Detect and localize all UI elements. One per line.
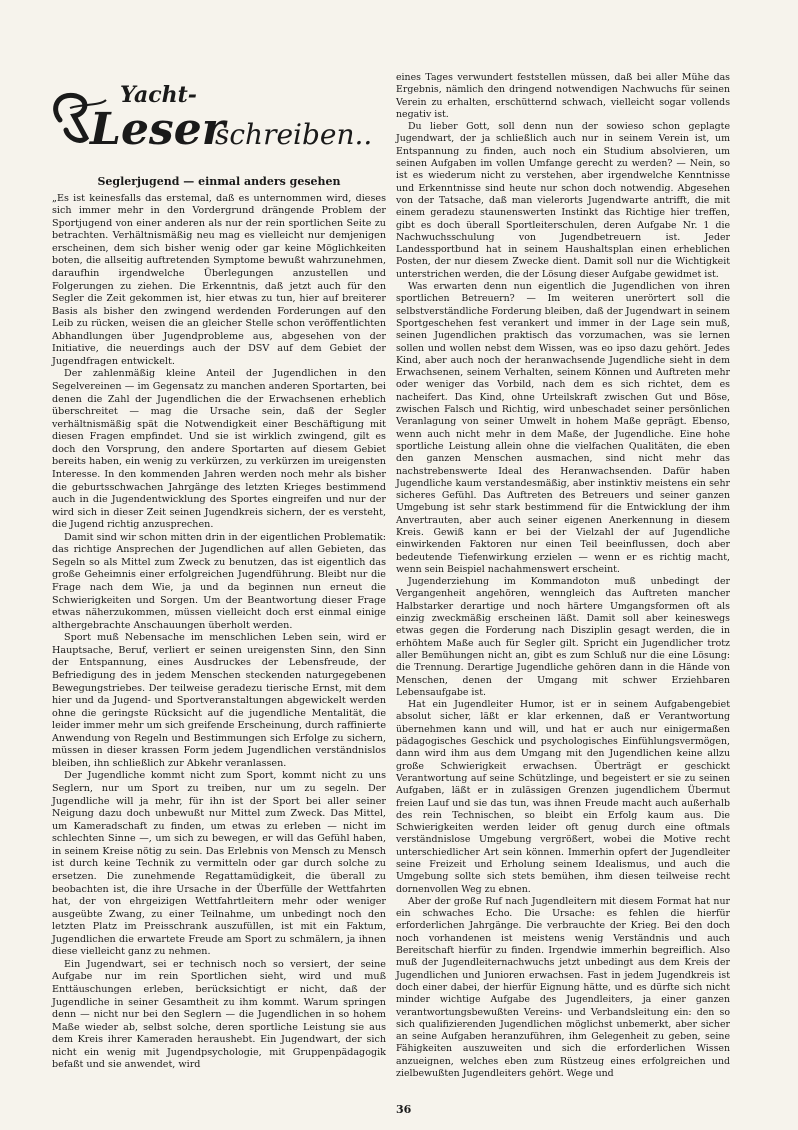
paragraph: Der Jugendliche kommt nicht zum Sport, kommt nicht zu uns Seglern, nur um Sport zu treiben, nur um zu segeln. Der Jugendliche will ja mehr, für ihn ist der Sport bei aller seiner Neigung dazu doch unbewußt nur Mittel zum Zweck. Das Mittel, um Kameradschaft zu finden, um etwas zu erleben — nicht im schlechten Sinne —, um sich zu bewegen, er will das Gefühl haben, in seinem Kreise nötig zu sein. Das Erlebnis von Mensch zu Mensch ist durch keine Technik zu vermitteln oder gar durch solche zu ersetzen. Die zunehmende Regattamüdigkeit, die überall zu beobachten ist, die ihre Ursache in der Überfülle der Wettfahrten hat, der von ehrgeizigen Wettfahrtleitern mehr oder weniger ausgeübte Zwang, zu einer Teilnahme, um unbedingt noch den letzten Platz im Preisschrank auszufüllen, ist mit ein Faktum, Jugendlichen die erwartete Freude am Sport zu schmälern, ja ihnen diese vielleicht ganz zu nehmen. [52, 770, 386, 958]
left-column [52, 176, 386, 1072]
paragraph: Aber der große Ruf nach Jugendleitern mit diesem Format hat nur ein schwaches Echo. Die Ursache: es fehlen die hierfür erforderlichen Jahrgänge. Die verbrauchte der Krieg. Bei den doch noch vorhandenen ist meistens wenig Verständnis und auch Bereitschaft hierfür zu finden. Irgendwie immerhin begreiflich. Also muß der Jugendleiternachwuchs jetzt unbedingt aus dem Kreis der Jugendlichen und Junioren erwachsen. Fast in jedem Jugendkreis ist doch einer dabei, der hierfür Eignung hätte, und es dürfte sich nicht minder wichtige Aufgabe des Jugendleiters, ja einer ganzen verantwortungsbewußten Vereins- und Verbandsleitung ein: den so sich qualifizierenden Jugendlichen möglichst unbemerkt, aber sicher an seine Aufgaben heranzuführen, ihm Gelegenheit zu geben, seine Fähigkeiten auszuweiten und sich die erforderlichen Wissen anzueignen, welches eben zum Rüstzeug eines erfolgreichen und zielbewußten Jugendleiters gehört. Wege und [396, 895, 730, 1080]
paragraph: Hat ein Jugendleiter Humor, ist er in seinem Aufgabengebiet absolut sicher, läßt er klar erkennen, daß er Verantwortung übernehmen kann und will, und hat er auch nur einigermaßen pädagogisches Geschick und psychologisches Einfühlungsvermögen, dann wird ihm aus dem Umgang mit den Jugendlichen keine allzu große Schwierigkeit erwachsen. Überträgt er geschickt Verantwortung auf seine Schützlinge, und begeistert er sie zu seinen Aufgaben, läßt er in zulässigen Grenzen jugendlichem Übermut freien Lauf und sie das tun, was ihnen Freude macht auch außerhalb des rein Technischen, so bleibt ein Erfolg kaum aus. Die Schwierigkeiten werden leider oft genug durch eine oftmals verständnislose Umgebung vergrößert, wobei die Motive recht unterschiedlicher Art sein können. Immerhin opfert der Jugendleiter seine Freizeit und Erholung seinem Idealismus, und auch die Umgebung sollte sich stets bemühen, ihm diesen teilweise recht dornenvollen Weg zu ebnen. [396, 699, 730, 895]
paragraph: Was erwarten denn nun eigentlich die Jugendlichen von ihren sportlichen Betreuern? — Im weiteren unerörtert soll die selbstverständliche Forderung bleiben, daß der Jugendwart in seinem Sportgeschehen fest verankert und immer in der Lage sein muß, seinen Jugendlichen praktisch das vorzumachen, was sie lernen sollen und wollen nebst dem Wissen, was eo ipso dazu gehört. Jedes Kind, aber auch noch der heranwachsende Jugendliche sieht in dem Erwachsenen, seinem Verhalten, seinem Können und Auftreten mehr oder weniger das Vorbild, nach dem es sich richtet, dem es nacheifert. Das Kind, ohne Urteilskraft zwischen Gut und Böse, zwischen Falsch und Richtig, wird unbeschadet seiner persönlichen Veranlagung von seiner Umwelt in hohem Maße geprägt. Ebenso, wenn auch nicht mehr in dem Maße, der Jugendliche. Eine hohe sportliche Leistung allein ohne die vielfachen Qualitäten, die eben den ganzen Menschen ausmachen, sind nicht mehr das nachstrebenswerte Ideal des Heranwachsenden. Dafür haben Jugendliche kaum verstandesmäßig, aber instinktiv meistens ein sehr sicheres Gefühl. Das Auftreten des Betreuers und seiner ganzen Umgebung ist sehr stark bestimmend für die Entwicklung der ihm Anvertrauten, aber auch seiner eigenen Anerkennung in diesem Kreis. Gewiß kann er bei der Vielzahl der auf Jugendliche einwirkenden Faktoren nur einen Teil beeinflussen, doch aber bedeutende Tiefenwirkung erzielen — wenn er es richtig macht, wenn sein Beispiel nachahmenswert erscheint. [396, 281, 730, 575]
page-number: 36 [396, 1103, 412, 1116]
article-title: Seglerjugend — einmal anders gesehen [97, 175, 341, 188]
paragraph: eines Tages verwundert feststellen müssen, daß bei aller Mühe das Ergebnis, nämlich den dringend notwendigen Nachwuchs für seinen Verein zu erhalten, erschütternd schwach, vielleicht sogar vollends negativ ist. [396, 72, 730, 120]
paragraph: Du lieber Gott, soll denn nun der sowieso schon geplagte Jugendwart, der ja schließlich auch nur in seinem Verein ist, um Entspannung zu finden, auch noch ein Studium absolvieren, um seinen Aufgaben im vollen Umfange gerecht zu werden? — Nein, so ist es wiederum nicht zu verstehen, aber irgendwelche Kenntnisse und Erkenntnisse sind heute nur schon doch notwendig. Abgesehen von der Tatsache, daß man vielerorts Jugendwarte antrifft, die mit einem geradezu staunenswerten Instinkt das Richtige hier treffen, gibt es doch überall Sportleiterschulen, deren Aufgabe Nr. 1 die Nachwuchsschulung von Jugendbetreuern ist. Jeder Landessportbund hat in seinem Haushaltsplan einen erheblichen Posten, der nur diesem Zwecke dient. Damit soll nur die Wichtigkeit unterstrichen werden, die der Lösung dieser Aufgabe gewidmet ist. [396, 121, 730, 280]
right-column [396, 72, 730, 1080]
paragraph: Jugenderziehung im Kommandoton muß unbedingt der Vergangenheit angehören, wenngleich das Auftreten mancher Halbstarker derartige und noch härtere Umgangsformen oft als einzig zweckmäßig erscheinen läßt. Damit soll aber keineswegs etwas gegen die Forderung nach Disziplin gesagt werden, die in erhöhtem Maße auch für Segler gilt. Spricht ein Jugendlicher trotz aller Bemühungen nicht an, gibt es zum Schluß nur die eine Lösung: die Trennung. Derartige Jugendliche gehören dann in die Hände von Menschen, denen der Umgang mit schwer Erziehbaren Lebensaufgabe ist. [396, 576, 730, 698]
header-word-leser: Leser [90, 104, 225, 155]
header-word-schreiben: schreiben... [215, 118, 370, 151]
leser-schreiben-logo [50, 78, 370, 158]
paragraph: Damit sind wir schon mitten drin in der eigentlichen Problematik: das richtige Ansprechen der Jugendlichen auf allen Gebieten, das Segeln so als Mittel zum Zweck zu benutzen, das ist eigentlich das große Geheimnis einer erfolgreichen Jugendführung. Bleibt nur die Frage nach dem Wie, ja und da beginnen nun erneut die Schwierigkeiten und Sorgen. Um der Beantwortung dieser Frage etwas näherzukommen, müssen vielleicht doch erst einmal einige althergebrachte Anschauungen überholt werden. [52, 531, 386, 631]
paragraph: Sport muß Nebensache im menschlichen Leben sein, wird er Hauptsache, Beruf, verliert er seinen ureigensten Sinn, den Sinn der Entspannung, eines Ausdruckes der Lebensfreude, der Befriedigung des in jedem Menschen steckenden naturgegebenen Bewegungstriebes. Der teilweise geradezu tierische Ernst, mit dem hier und da Jugend- und Sportveranstaltungen abgewickelt werden ohne die geringste Rücksicht auf die jugendliche Mentalität, die leider immer mehr um sich greifende Erscheinung, durch raffinierte Anwendung von Regeln und Bestimmungen sich Erfolge zu sichern, müssen in dieser krassen Form jedem Jugendlichen verständnislos bleiben, ihn schließlich zur Abkehr veranlassen. [52, 632, 386, 769]
header-word-yacht: Yacht- [120, 82, 197, 108]
paragraph: Der zahlenmäßig kleine Anteil der Jugendlichen in den Segelvereinen — im Gegensatz zu manchen anderen Sportarten, bei denen die Zahl der Jugendlichen die der Erwachsenen erheblich überschreitet — mag die Ursache sein, daß der Segler verhältnismäßig spät die Notwendigkeit einer Beschäftigung mit diesen Fragen empfindet. Und sie ist wirklich zwingend, gilt es doch den Vorsprung, den andere Sportarten auf diesem Gebiet bereits haben, ein wenig zu verkürzen, zu verkürzen im ureigensten Interesse. In den kommenden Jahren werden noch mehr als bisher die geburtsschwachen Jahrgänge des letzten Krieges bestimmend auch in die Jugendentwicklung des Sportes eingreifen und nur der wird sich in dieser Zeit seinen Jugendkreis sichern, der es versteht, die Jugend richtig anzusprechen. [52, 368, 386, 531]
paragraph: Ein Jugendwart, sei er technisch noch so versiert, der seine Aufgabe nur im rein Sportlichen sieht, wird und muß Enttäuschungen erleben, berücksichtigt er nicht, daß der Jugendliche in seiner Gesamtheit zu ihm kommt. Warum springen denn — nicht nur bei den Seglern — die Jugendlichen in so hohem Maße wieder ab, selbst solche, deren sportliche Leistung sie aus dem Kreis ihrer Kameraden heraushebt. Ein Jugendwart, der sich nicht ein wenig mit Jugendpsychologie, mit Gruppenpädagogik befaßt und sie anwendet, wird [52, 958, 386, 1071]
paragraph: „Es ist keinesfalls das erstemal, daß es unternommen wird, dieses sich immer mehr in den Vordergrund drängende Problem der Sportjugend von einer anderen als nur der rein sportlichen Seite zu betrachten. Verhältnismäßig neu mag es vielleicht nur demjenigen erscheinen, dem sich bisher wenig oder gar keine Möglichkeiten boten, die allseitig auftretenden Symptome bewußt wahrzunehmen, daraufhin irgendwelche Überlegungen anzustellen und Folgerungen zu ziehen. Die Erkenntnis, daß jetzt auch für den Segler die Zeit gekommen ist, hier etwas zu tun, hier auf breiterer Basis als bisher den zwingend werdenden Forderungen auf den Leib zu rücken, weisen die an gleicher Stelle schon veröffentlichten Abhandlungen über Jugendprobleme aus, abgesehen von der Initiative, die neuerdings auch der DSV auf dem Gebiet der Jugendfragen entwickelt. [52, 192, 386, 367]
